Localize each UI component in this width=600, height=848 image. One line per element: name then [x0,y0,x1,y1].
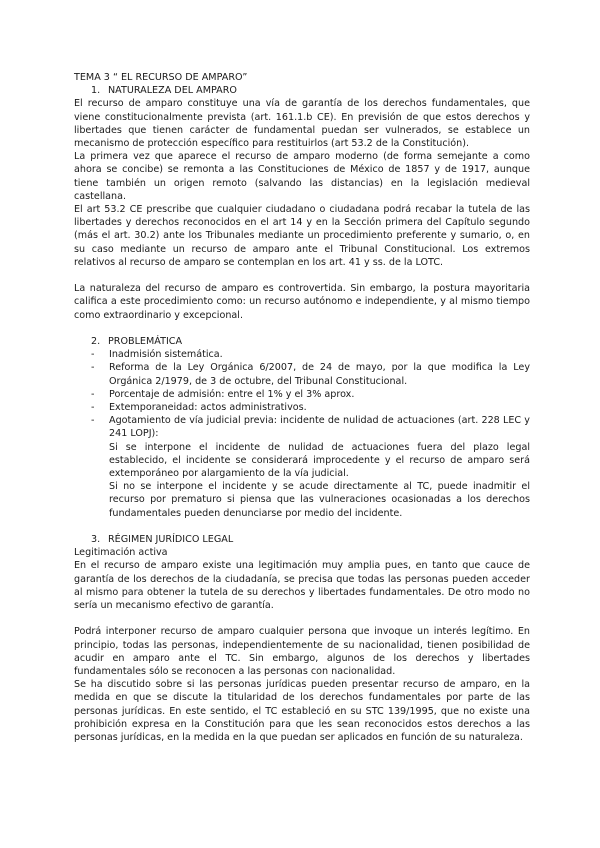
section-3-title: RÉGIMEN JURÍDICO LEGAL [108,534,234,546]
list-item: - Inadmisión sistemática. [91,349,223,361]
section-2-title: PROBLEMÁTICA [108,336,183,348]
list-item: - Reforma de la Ley Orgánica 6/2007, de 24 de mayo, por la que modifica la Ley Orgánica 2/1979, de 3 de octubre, del Tribunal Constitucional. [91,362,530,387]
section-1-title: NATURALEZA DEL AMPARO [108,85,237,97]
problem-list [74,348,530,440]
spacer [74,322,530,335]
list-item: - Porcentaje de admisión: entre el 1% y el 3% aprox. [91,388,355,400]
section-3-heading [74,533,530,546]
sub-paragraph-2: Si no se interpone el incidente y se acude directamente al TC, puede inadmitir el recurso por prematuro si piensa que las vulneraciones ocasionadas a los derechos fundamentales pueden denunciarse por medio del incidente. [109,481,530,519]
section-2-heading [74,335,530,348]
document-title: TEMA 3 “ EL RECURSO DE AMPARO” [74,72,248,83]
spacer [74,612,530,625]
section-1-number: 1. [91,85,101,97]
list-item-text: Reforma de la Ley Orgánica 6/2007, de 24 de mayo, por la que modifica la Ley Orgánica 2/1979, de 3 de octubre, del Tribunal Constitucional. [109,362,530,387]
spacer [74,269,530,282]
section-3-paragraph-3: Se ha discutido sobre si las personas jurídicas pueden presentar recurso de amparo, en la medida en que se discute la titularidad de los derechos fundamentales por parte de las personas jurídicas. En este sentido, el TC estableció en su STC 139/1995, que no existe una prohibición expresa en la Constitución para que les sean reconocidos estos derechos a las personas jurídicas, en la medida en la que puedan ser aplicados en función de su naturaleza. [74,679,530,744]
section-1-paragraph-2: La primera vez que aparece el recurso de amparo moderno (de forma semejante a como ahora se concibe) se remonta a las Constituciones de México de 1857 y de 1917, aunque tiene también un origen remoto (salvando las distancias) en la legislación medieval castellana. [74,151,530,202]
document-body [74,71,530,744]
section-1-paragraph-3: El art 53.2 CE prescribe que cualquier ciudadano o ciudadana podrá recabar la tutela de las libertades y derechos reconocidos en el art 14 y en la Sección primera del Capítulo segundo (más el art. 30.2) ante los Tribunales mediante un procedimiento preferente y sumario, o, en su caso mediante un recurso de amparo ante el Tribunal Constitucional. Los extremos relativos al recurso de amparo se contemplan en los art. 41 y ss. de la LOTC. [74,204,530,268]
list-item-text: Extemporaneidad: actos administrativos. [109,402,307,414]
section-3-paragraph-2: Podrá interponer recurso de amparo cualquier persona que invoque un interés legítimo. En principio, todas las personas, independientemente de su nacionalidad, tienen posibilidad de acudir en amparo ante el TC. Sin embargo, algunos de los derechos y libertades fundamentales sólo se reconocen a las personas con nacionalidad. [74,626,530,678]
list-item: - Agotamiento de vía judicial previa: incidente de nulidad de actuaciones (art. 228 LEC y 241 LOPJ): [91,415,530,440]
list-item-text: Porcentaje de admisión: entre el 1% y el 3% aprox. [109,388,355,400]
list-item-text: Agotamiento de vía judicial previa: incidente de nulidad de actuaciones (art. 228 LEC y 241 LOPJ): [109,415,530,440]
section-3-subheading: Legitimación activa [74,547,168,559]
section-3-number: 3. [91,534,101,546]
section-1-heading [74,84,530,97]
section-2-number: 2. [91,336,101,348]
section-1-paragraph-1: El recurso de amparo constituye una vía de garantía de los derechos fundamentales, que viene constitucionalmente prevista (art. 161.1.b CE). En previsión de que estos derechos y libertades que tienen carácter de fundamental puedan ser vulnerados, se establece un mecanismo de protección específico para restituirlos (art 53.2 de la Constitución). [74,98,530,150]
spacer [74,520,530,533]
section-1-paragraph-4: La naturaleza del recurso de amparo es controvertida. Sin embargo, la postura mayoritaria califica a este procedimiento como: un recurso autónomo e independiente, y al mismo tiempo como extraordinario y excepcional. [74,283,530,321]
list-item-text: Inadmisión sistemática. [109,349,223,361]
section-3-paragraph-1: En el recurso de amparo existe una legitimación muy amplia pues, en tanto que cauce de garantía de los derechos de la ciudadanía, se precisa que todas las personas pueden acceder al mismo para obtener la tutela de su derechos y libertades fundamentales. De otro modo no sería un mecanismo efectivo de garantía. [74,560,530,612]
sub-paragraph-1: Si se interpone el incidente de nulidad de actuaciones fuera del plazo legal establecido, el incidente se considerará improcedente y el recurso de amparo será extemporáneo por alargamiento de la vía judicial. [109,441,530,480]
list-item: - Extemporaneidad: actos administrativos. [91,402,307,414]
